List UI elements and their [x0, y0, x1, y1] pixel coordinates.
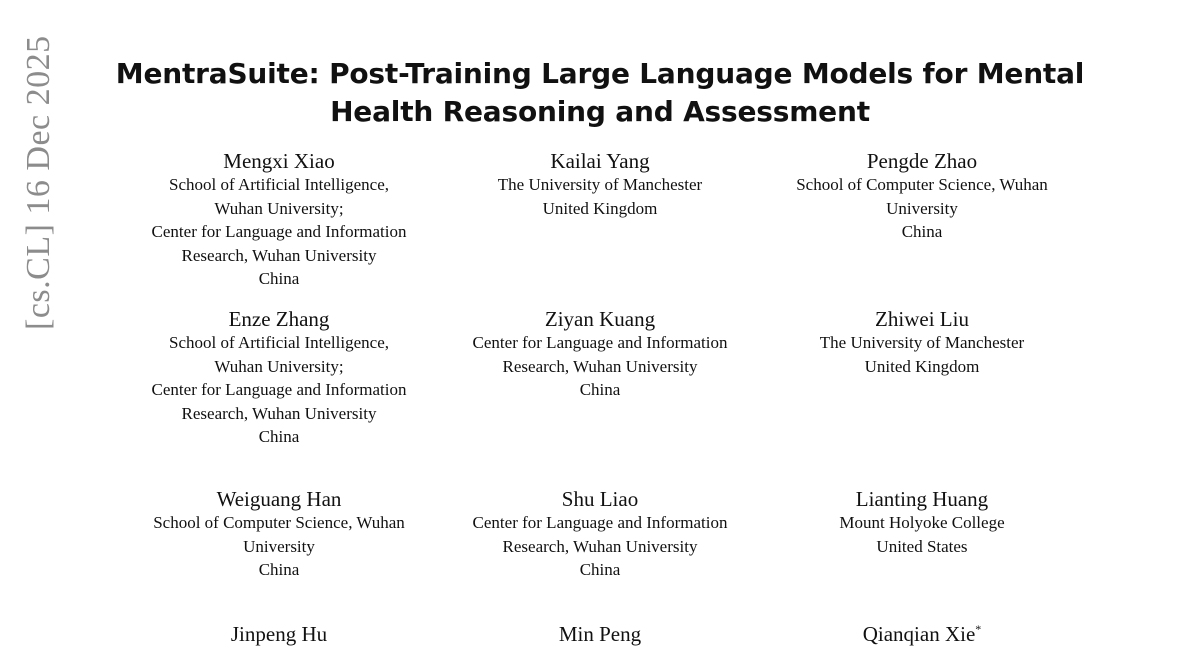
affiliation-line: United Kingdom — [542, 198, 658, 218]
affiliation-line: China — [258, 427, 300, 446]
corresponding-author-mark: * — [975, 622, 982, 636]
affiliation-line: University — [243, 536, 315, 556]
affiliation-line: United Kingdom — [864, 356, 980, 376]
author-name: Enze Zhang — [228, 307, 330, 331]
author-block — [440, 149, 760, 220]
author-affiliation — [762, 331, 1082, 378]
author-name-text: Qianqian Xie — [862, 622, 976, 646]
author-name: Shu Liao — [561, 487, 639, 511]
affiliation-line: Wuhan University; — [214, 356, 344, 376]
affiliation-line: United States — [876, 536, 968, 556]
affiliation-line: School of Artificial Intelligence, — [169, 175, 389, 194]
author-block — [119, 622, 439, 646]
affiliation-line: China — [258, 560, 300, 579]
affiliation-line: Wuhan University; — [214, 198, 344, 218]
author-block — [762, 149, 1082, 244]
author-block — [762, 307, 1082, 378]
author-affiliation — [440, 331, 760, 402]
author-block — [762, 622, 1082, 646]
affiliation-line: China — [579, 380, 621, 399]
arxiv-side-stamp — [20, 35, 58, 330]
affiliation-line: Center for Language and Information — [472, 333, 728, 352]
author-block — [440, 622, 760, 646]
author-affiliation — [440, 173, 760, 220]
paper-title — [0, 55, 1200, 131]
author-name — [762, 622, 1082, 646]
affiliation-line: Research, Wuhan University — [181, 403, 377, 423]
author-name: Lianting Huang — [855, 487, 989, 511]
author-name: Weiguang Han — [216, 487, 342, 511]
affiliation-line: Mount Holyoke College — [839, 513, 1005, 532]
author-affiliation — [119, 173, 439, 291]
affiliation-line: University — [886, 198, 958, 218]
author-block — [119, 149, 439, 291]
title-line: MentraSuite: Post-Training Large Language Models for Mental — [115, 57, 1085, 90]
affiliation-line: School of Computer Science, Wuhan — [796, 175, 1048, 194]
affiliation-line: School of Computer Science, Wuhan — [153, 513, 405, 532]
affiliation-line: Center for Language and Information — [472, 513, 728, 532]
author-affiliation — [119, 331, 439, 449]
affiliation-line: Research, Wuhan University — [502, 536, 698, 556]
affiliation-line: Research, Wuhan University — [502, 356, 698, 376]
author-name: Jinpeng Hu — [230, 622, 328, 646]
affiliation-line: School of Artificial Intelligence, — [169, 333, 389, 352]
author-name: Ziyan Kuang — [544, 307, 656, 331]
author-block — [762, 487, 1082, 558]
author-block — [119, 307, 439, 449]
arxiv-stamp-text: [cs.CL] 16 Dec 2025 — [20, 35, 57, 330]
author-name: Pengde Zhao — [866, 149, 978, 173]
affiliation-line: Research, Wuhan University — [181, 245, 377, 265]
author-name: Kailai Yang — [550, 149, 650, 173]
author-block — [440, 307, 760, 402]
affiliation-line: China — [901, 222, 943, 241]
author-affiliation — [119, 511, 439, 582]
affiliation-line: The University of Manchester — [819, 333, 1025, 352]
affiliation-line: The University of Manchester — [497, 175, 703, 194]
affiliation-line: Center for Language and Information — [151, 380, 407, 399]
affiliation-line: China — [258, 269, 300, 288]
author-affiliation — [762, 173, 1082, 244]
author-block — [119, 487, 439, 582]
author-affiliation — [762, 511, 1082, 558]
author-block — [440, 487, 760, 582]
author-name: Min Peng — [558, 622, 642, 646]
affiliation-line: Center for Language and Information — [151, 222, 407, 241]
affiliation-line: China — [579, 560, 621, 579]
author-name: Zhiwei Liu — [875, 307, 969, 331]
title-line: Health Reasoning and Assessment — [330, 95, 870, 128]
author-name: Mengxi Xiao — [223, 149, 335, 173]
author-affiliation — [440, 511, 760, 582]
